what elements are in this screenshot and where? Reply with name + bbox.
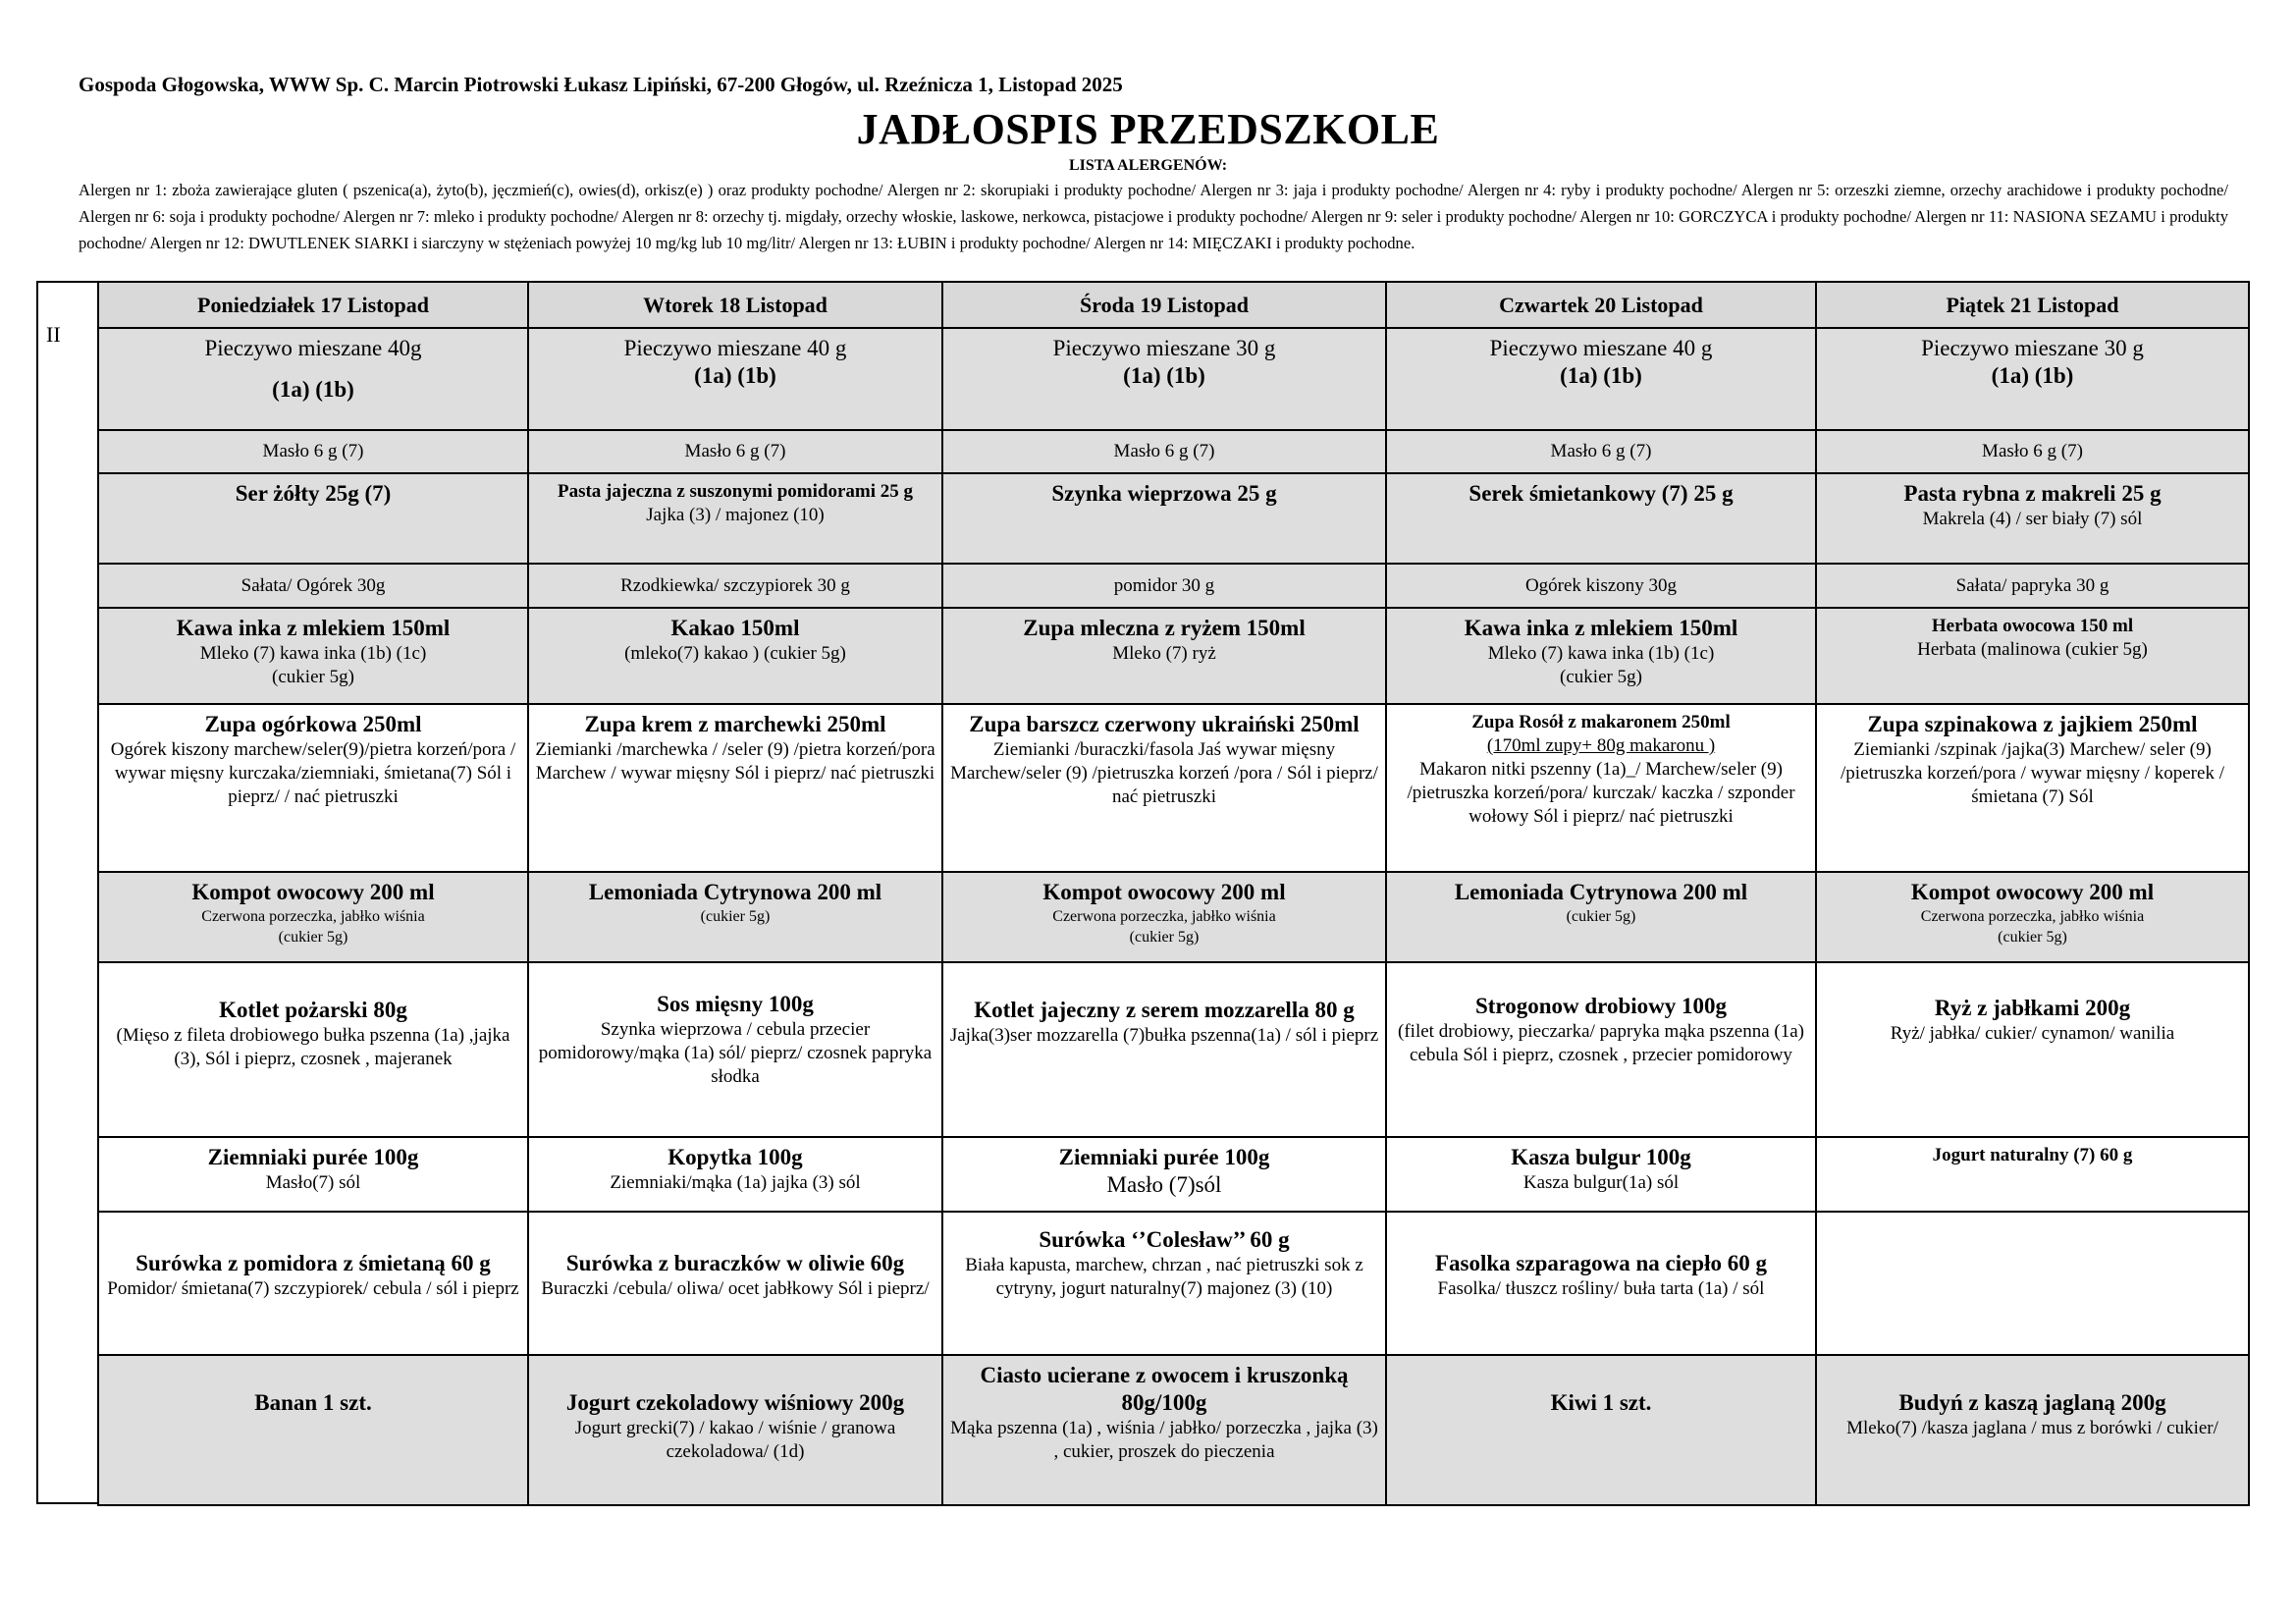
compote-cell <box>1386 872 1816 962</box>
main-dish-title: Kotlet jajeczny z serem mozzarella 80 g <box>974 998 1355 1022</box>
spread-desc: Jajka (3) / majonez (10) <box>646 505 825 525</box>
salad-title: Surówka z pomidora z śmietaną 60 g <box>135 1251 491 1275</box>
dessert-desc: Jogurt grecki(7) / kakao / wiśnie / granowa czekoladowa/ (1d) <box>574 1418 896 1462</box>
main-dish-desc: Szynka wieprzowa / cebula przecier pomidorowy/mąka (1a) sól/ pieprz/ czosnek papryka słodka <box>538 1019 933 1087</box>
dessert-cell <box>528 1355 942 1505</box>
side-column <box>36 281 97 1504</box>
main-dish-cell <box>1386 962 1816 1137</box>
main-dish-cell <box>942 962 1386 1137</box>
vegetable-cell: Rzodkiewka/ szczypiorek 30 g <box>528 564 942 608</box>
compote-desc: Czerwona porzeczka, jabłko wiśnia <box>201 908 425 925</box>
drink-title: Kakao 150ml <box>670 616 800 640</box>
dessert-title: Ciasto ucierane z owocem i kruszonką 80g/100g <box>980 1363 1349 1415</box>
salad-title: Surówka ‘’Colesław’’ 60 g <box>1039 1227 1290 1252</box>
soup-desc: Ogórek kiszony marchew/seler(9)/pietra korzeń/pora / wywar mięsny kurczaka/ziemniaki, śmietana(7) Sól i pieprz/ / nać pietruszki <box>110 739 516 807</box>
side-label: II <box>46 322 61 347</box>
salad-title: Surówka z buraczków w oliwie 60g <box>565 1251 905 1275</box>
bread-allergens: (1a) (1b) <box>694 363 776 388</box>
side-dish-title: Ziemniaki purée 100g <box>207 1145 419 1169</box>
main-dish-title: Strogonow drobiowy 100g <box>1474 994 1728 1018</box>
soup-title: Zupa barszcz czerwony ukraiński 250ml <box>969 712 1360 736</box>
salad-desc: Pomidor/ śmietana(7) szczypiorek/ cebula / sól i pieprz <box>107 1278 519 1299</box>
salad-cell <box>1816 1212 2249 1355</box>
side-dish-title: Kasza bulgur 100g <box>1511 1145 1691 1169</box>
drink-cell <box>1386 608 1816 704</box>
salad-desc: Fasolka/ tłuszcz rośliny/ buła tarta (1a) / sól <box>1437 1278 1765 1299</box>
day-header: Środa 19 Listopad <box>942 282 1386 328</box>
main-dish-desc: (Mięso z fileta drobiowego bułka pszenna (1a) ,jajka (3), Sól i pieprz, czosnek , majeranek <box>116 1025 510 1069</box>
salad-desc: Biała kapusta, marchew, chrzan , nać pietruszki sok z cytryny, jogurt naturalny(7) majonez (3) (10) <box>965 1255 1363 1299</box>
soup-cell <box>1386 704 1816 872</box>
bread-name: Pieczywo mieszane 30 g <box>1052 336 1276 360</box>
dessert-title: Jogurt czekoladowy wiśniowy 200g <box>565 1390 905 1415</box>
spread-title: Pasta jajeczna z suszonymi pomidorami 25 g <box>557 481 914 502</box>
dessert-title: Budyń z kaszą jaglaną 200g <box>1898 1390 2166 1415</box>
vegetable-cell: pomidor 30 g <box>942 564 1386 608</box>
dessert-desc: Mleko(7) /kasza jaglana / mus z borówki / cukier/ <box>1846 1418 2218 1438</box>
butter-row <box>98 430 2249 473</box>
bread-name: Pieczywo mieszane 30 g <box>1921 336 2144 360</box>
butter-cell: Masło 6 g (7) <box>1386 430 1816 473</box>
drink-title: Herbata owocowa 150 ml <box>1931 616 2134 636</box>
soup-cell <box>1816 704 2249 872</box>
butter-cell: Masło 6 g (7) <box>1816 430 2249 473</box>
compote-sugar: (cukier 5g) <box>278 929 348 946</box>
vegetable-cell: Sałata/ Ogórek 30g <box>98 564 528 608</box>
main-dish-title: Sos mięsny 100g <box>657 992 814 1016</box>
main-dish-title: Kotlet pożarski 80g <box>219 998 407 1022</box>
salad-cell <box>942 1212 1386 1355</box>
soup-cell <box>98 704 528 872</box>
compote-title: Lemoniada Cytrynowa 200 ml <box>1454 880 1748 904</box>
soup-cell <box>942 704 1386 872</box>
soup-title: Zupa krem z marchewki 250ml <box>584 712 886 736</box>
day-header: Piątek 21 Listopad <box>1816 282 2249 328</box>
soup-title: Zupa ogórkowa 250ml <box>204 712 422 736</box>
drink-desc: Mleko (7) kawa inka (1b) (1c) <box>1487 643 1715 664</box>
salad-row <box>98 1212 2249 1355</box>
vegetable-cell: Ogórek kiszony 30g <box>1386 564 1816 608</box>
vegetable-row <box>98 564 2249 608</box>
drink-desc: Herbata (malinowa (cukier 5g) <box>1917 639 2148 660</box>
side-dish-title: Kopytka 100g <box>667 1145 803 1169</box>
page-title: JADŁOSPIS PRZEDSZKOLE <box>856 105 1440 153</box>
bread-allergens: (1a) (1b) <box>1123 363 1205 388</box>
side-dish-cell <box>528 1137 942 1212</box>
spread-cell <box>98 473 528 564</box>
day-header: Wtorek 18 Listopad <box>528 282 942 328</box>
dessert-row <box>98 1355 2249 1505</box>
drink-title: Zupa mleczna z ryżem 150ml <box>1023 616 1306 640</box>
dessert-title: Banan 1 szt. <box>254 1390 372 1415</box>
soup-cell <box>528 704 942 872</box>
drink-cell <box>942 608 1386 704</box>
butter-cell: Masło 6 g (7) <box>98 430 528 473</box>
spread-title: Serek śmietankowy (7) 25 g <box>1468 481 1734 506</box>
compote-row <box>98 872 2249 962</box>
drink-cell <box>528 608 942 704</box>
drink-row <box>98 608 2249 704</box>
salad-cell <box>1386 1212 1816 1355</box>
compote-desc: Czerwona porzeczka, jabłko wiśnia <box>1920 908 2145 925</box>
spread-cell <box>942 473 1386 564</box>
side-dish-desc: Masło(7) sól <box>265 1172 361 1193</box>
drink-desc: (mleko(7) kakao ) (cukier 5g) <box>624 643 846 664</box>
compote-title: Kompot owocowy 200 ml <box>191 880 435 904</box>
main-dish-desc: (filet drobiowy, pieczarka/ papryka mąka pszenna (1a) cebula Sól i pieprz, czosnek , przecier pomidorowy <box>1398 1021 1804 1065</box>
bread-allergens: (1a) (1b) <box>1560 363 1642 388</box>
salad-cell <box>98 1212 528 1355</box>
drink-cell <box>98 608 528 704</box>
spread-cell <box>1816 473 2249 564</box>
side-dish-cell <box>1816 1137 2249 1212</box>
soup-title: Zupa Rosół z makaronem 250ml <box>1471 712 1731 732</box>
menu-table <box>97 281 2250 1506</box>
dessert-title: Kiwi 1 szt. <box>1550 1390 1652 1415</box>
main-dish-cell <box>528 962 942 1137</box>
side-dish-title: Jogurt naturalny (7) 60 g <box>1932 1145 2133 1165</box>
side-dish-cell <box>942 1137 1386 1212</box>
bread-row <box>98 328 2249 430</box>
compote-title: Lemoniada Cytrynowa 200 ml <box>588 880 882 904</box>
spread-row <box>98 473 2249 564</box>
dessert-desc: Mąka pszenna (1a) , wiśnia / jabłko/ porzeczka , jajka (3) , cukier, proszek do pieczenia <box>950 1418 1378 1462</box>
drink-desc: Mleko (7) ryż <box>1112 643 1216 664</box>
drink-sugar: (cukier 5g) <box>1560 667 1642 687</box>
day-header-row <box>98 282 2249 328</box>
allergen-list-title: LISTA ALERGENÓW: <box>1068 157 1228 174</box>
main-dish-desc: Jajka(3)ser mozzarella (7)bułka pszenna(1a) / sól i pieprz <box>949 1025 1379 1046</box>
dessert-cell <box>98 1355 528 1505</box>
spread-cell <box>528 473 942 564</box>
side-dish-cell <box>98 1137 528 1212</box>
salad-cell <box>528 1212 942 1355</box>
company-header: Gospoda Głogowska, WWW Sp. C. Marcin Piotrowski Łukasz Lipiński, 67-200 Głogów, ul. Rzeźnicza 1, Listopad 2025 <box>79 73 1123 96</box>
bread-name: Pieczywo mieszane 40 g <box>623 336 847 360</box>
spread-desc: Makrela (4) / ser biały (7) sól <box>1922 509 2143 529</box>
compote-cell <box>528 872 942 962</box>
main-dish-title: Ryż z jabłkami 200g <box>1934 996 2131 1020</box>
soup-portion: (170ml zupy+ 80g makaronu ) <box>1486 735 1716 756</box>
drink-cell <box>1816 608 2249 704</box>
dessert-cell <box>1386 1355 1816 1505</box>
bread-name: Pieczywo mieszane 40 g <box>1489 336 1713 360</box>
compote-desc: (cukier 5g) <box>1566 908 1636 925</box>
soup-row <box>98 704 2249 872</box>
compote-title: Kompot owocowy 200 ml <box>1042 880 1286 904</box>
day-header: Czwartek 20 Listopad <box>1386 282 1816 328</box>
soup-title: Zupa szpinakowa z jajkiem 250ml <box>1867 712 2198 736</box>
compote-title: Kompot owocowy 200 ml <box>1910 880 2155 904</box>
bread-allergens: (1a) (1b) <box>1991 363 2074 388</box>
side-dish-cell <box>1386 1137 1816 1212</box>
compote-desc: (cukier 5g) <box>700 908 771 925</box>
vegetable-cell: Sałata/ papryka 30 g <box>1816 564 2249 608</box>
salad-desc: Buraczki /cebula/ oliwa/ ocet jabłkowy Sól i pieprz/ <box>541 1278 930 1299</box>
drink-sugar: (cukier 5g) <box>272 667 354 687</box>
compote-cell <box>1816 872 2249 962</box>
soup-desc: Ziemianki /szpinak /jajka(3) Marchew/ seler (9) /pietruszka korzeń/pora / wywar mięsny / koperek / śmietana (7) Sól <box>1841 739 2224 807</box>
bread-name: Pieczywo mieszane 40g <box>204 336 422 360</box>
bread-cell <box>1816 328 2249 430</box>
compote-desc: Czerwona porzeczka, jabłko wiśnia <box>1052 908 1276 925</box>
spread-title: Szynka wieprzowa 25 g <box>1051 481 1277 506</box>
bread-cell <box>942 328 1386 430</box>
spread-cell <box>1386 473 1816 564</box>
main-dish-cell <box>1816 962 2249 1137</box>
main-dish-desc: Ryż/ jabłka/ cukier/ cynamon/ wanilia <box>1890 1023 2175 1044</box>
day-header: Poniedziałek 17 Listopad <box>98 282 528 328</box>
soup-desc: Ziemianki /buraczki/fasola Jaś wywar mięsny Marchew/seler (9) /pietruszka korzeń /pora / Sól i pieprz/ nać pietruszki <box>950 739 1378 807</box>
spread-title: Pasta rybna z makreli 25 g <box>1903 481 2162 506</box>
dessert-cell <box>942 1355 1386 1505</box>
drink-title: Kawa inka z mlekiem 150ml <box>176 616 451 640</box>
main-dish-row <box>98 962 2249 1137</box>
side-dish-desc: Masło (7)sól <box>1106 1172 1222 1197</box>
compote-sugar: (cukier 5g) <box>1998 929 2067 946</box>
butter-cell: Masło 6 g (7) <box>942 430 1386 473</box>
spread-title: Ser żółty 25g (7) <box>235 481 392 506</box>
drink-desc: Mleko (7) kawa inka (1b) (1c) <box>199 643 427 664</box>
compote-cell <box>942 872 1386 962</box>
allergen-list: Alergen nr 1: zboża zawierające gluten ( pszenica(a), żyto(b), jęczmień(c), owies(d), orkisz(e) ) oraz produkty pochodne/ Alergen nr 2: skorupiaki i produkty pochodne/ Alergen nr 3: jaja i produkty pochodne/ Alergen nr 4: ryby i produkty pochodne/ Alergen nr 5: orzeszki ziemne, orzechy arachidowe i produkty pochodne/ Alergen nr 6: soja i produkty pochodne/ Alergen nr 7: mleko i produkty pochodne/ Alergen nr 8: orzechy tj. migdały, orzechy włoskie, laskowe, nerkowca, pistacjowe i produkty pochodne/ Alergen nr 9: seler i produkty pochodne/ Alergen nr 10: GORCZYCA i produkty pochodne/ Alergen nr 11: NASIONA SEZAMU i produkty pochodne/ Alergen nr 12: DWUTLENEK SIARKI i siarczyny w stężeniach powyżej 10 mg/kg lub 10 mg/litr/ Alergen nr 13: ŁUBIN i produkty pochodne/ Alergen nr 14: MIĘCZAKI i produkty pochodne. <box>79 181 2228 252</box>
bread-cell <box>98 328 528 430</box>
bread-cell <box>1386 328 1816 430</box>
side-dish-desc: Kasza bulgur(1a) sól <box>1522 1172 1680 1193</box>
main-dish-cell <box>98 962 528 1137</box>
bread-cell <box>528 328 942 430</box>
side-dish-desc: Ziemniaki/mąka (1a) jajka (3) sól <box>610 1172 861 1193</box>
side-dish-title: Ziemniaki purée 100g <box>1058 1145 1270 1169</box>
dessert-cell <box>1816 1355 2249 1505</box>
salad-title: Fasolka szparagowa na ciepło 60 g <box>1435 1251 1767 1275</box>
butter-cell: Masło 6 g (7) <box>528 430 942 473</box>
soup-desc: Ziemianki /marchewka / /seler (9) /pietra korzeń/pora Marchew / wywar mięsny Sól i pieprz/ nać pietruszki <box>535 739 935 784</box>
drink-title: Kawa inka z mlekiem 150ml <box>1464 616 1738 640</box>
compote-sugar: (cukier 5g) <box>1129 929 1200 946</box>
side-dish-row <box>98 1137 2249 1212</box>
bread-allergens: (1a) (1b) <box>272 377 354 402</box>
compote-cell <box>98 872 528 962</box>
soup-desc: Makaron nitki pszenny (1a)_/ Marchew/seler (9) /pietruszka korzeń/pora/ kurczak/ kaczka / szponder wołowy Sól i pieprz/ nać pietruszki <box>1407 759 1795 827</box>
